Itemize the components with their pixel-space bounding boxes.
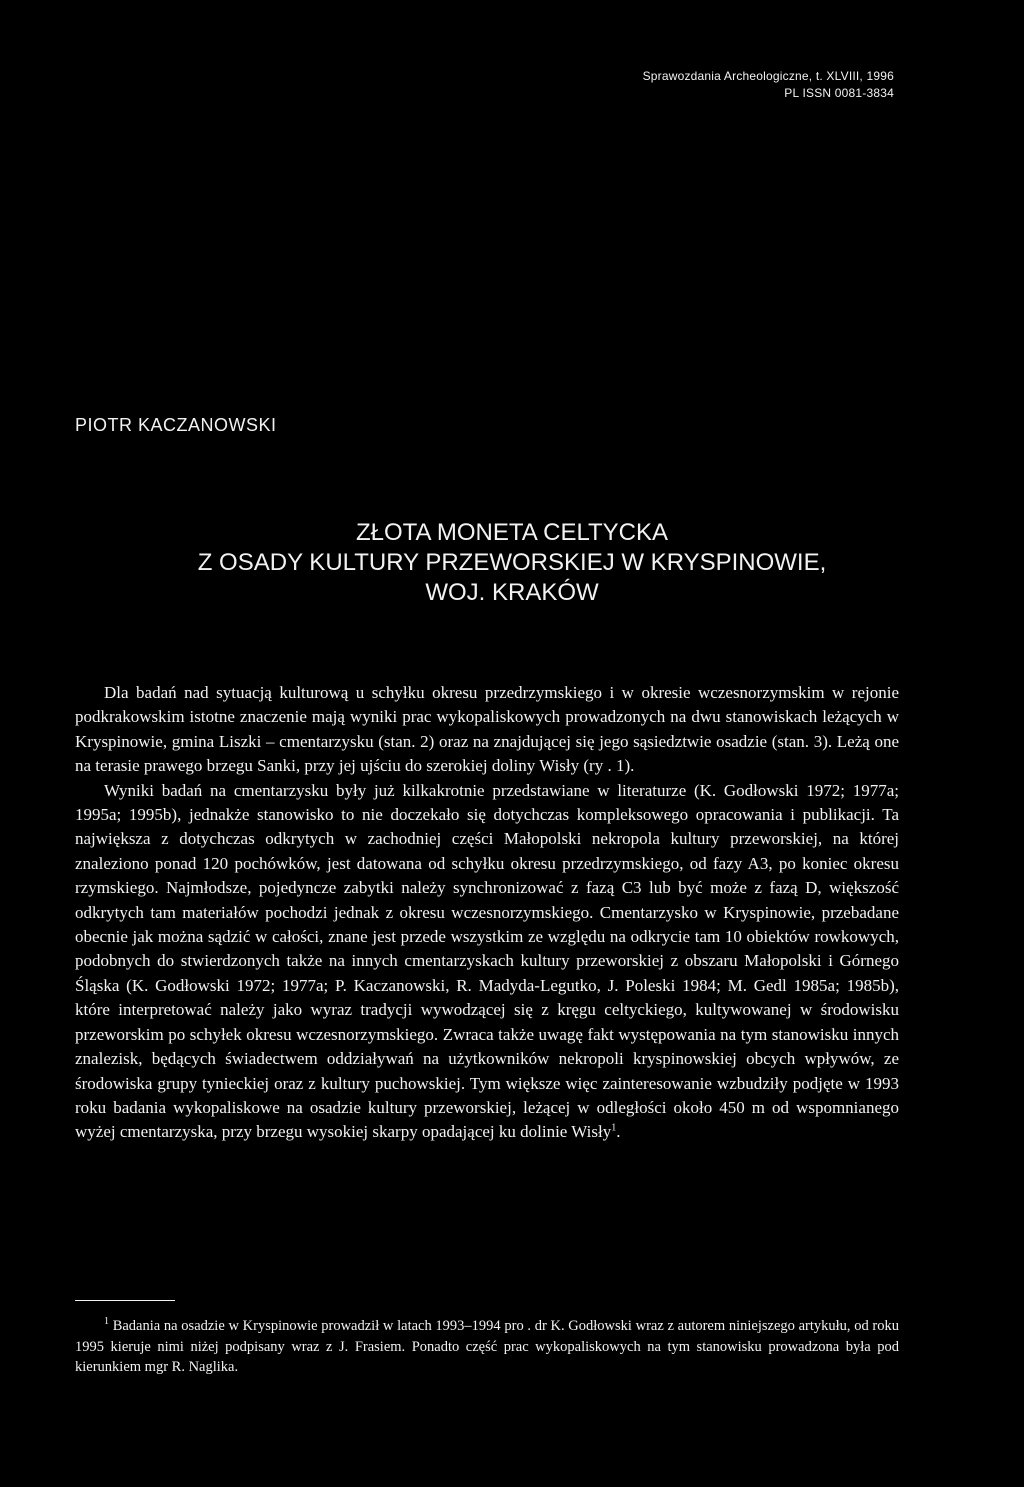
running-header [643,68,894,102]
journal-citation: Sprawozdania Archeologiczne, t. XLVIII, 1996 [642,69,894,83]
title-line-2: Z OSADY KULTURY PRZEWORSKIEJ W KRYSPINOWIE, [197,549,827,576]
footnote [75,1316,899,1378]
footnote-marker: 1 [104,1316,109,1328]
paragraph-2-end: . [616,1122,621,1142]
author-name: PIOTR KACZANOWSKI [75,415,277,435]
paragraph-2-text: Wyniki badań na cmentarzysku były już kilkakrotnie przedstawiane w literaturze (K. Godłowski 1972; 1977a; 1995a; 1995b), jednakże stanowisko to nie doczekało się dotychczas kompleksowego opracowania i publikacji. Ta największa z dotychczas odkrytych w zachodniej części Małopolski nekropola kultury przeworskiej, na której znaleziono ponad 120 pochówków, jest datowana od schyłku okresu przedrzymskiego, od fazy A3, po koniec okresu rzymskiego. Najmłodsze, pojedyncze zabytki należy synchronizować z fazą C3 lub być może z fazą D, większość odkrytych tam materiałów pochodzi jednak z okresu wczesnorzymskiego. Cmentarzysko w Kryspinowie, przebadane obecnie jak można sądzić w całości, znane jest przede wszystkim ze względu na odkrycie tam 10 obiektów rowkowych, podobnych do stwierdzonych także na innych cmentarzyskach kultury przeworskiej z obszaru Małopolski i Górnego Śląska (K. Godłowski 1972; 1977a; P. Kaczanowski, R. Madyda-Legutko, J. Poleski 1984; M. Gedl 1985a; 1985b), które interpretować należy jako wyraz tradycji wywodzącej się z kręgu celtyckiego, kultywowanej w środowisku przeworskim po schyłek okresu wczesnorzymskiego. Zwraca także uwagę fakt występowania na tym stanowisku innych znalezisk, będących świadectwem oddziaływań na użytkowników nekropoli kryspinowskiej obcych wpływów, ze środowiska grupy tynieckiej oraz z kultury puchowskiej. Tym większe więc zainteresowanie wzbudziły podjęte w 1993 roku badania wykopaliskowe na osadzie kultury przeworskiej, leżącej w odległości około 450 m od wspomnianego wyżej cmentarzyska, przy brzegu wysokiej skarpy opadającej ku dolinie Wisły [75,780,899,1142]
article-title [0,518,1024,608]
paragraph-2 [75,779,899,1145]
title-line-1: ZŁOTA MONETA CELTYCKA [355,519,669,546]
footnote-reference: 1 [611,1122,617,1134]
paragraph-1: Dla badań nad sytuacją kulturową u schyłku okresu przedrzymskiego i w okresie wczesnorzymskim w rejonie podkrakowskim istotne znaczenie mają wyniki prac wykopaliskowych prowadzonych na dwu stanowiskach leżących w Kryspinowie, gmina Liszki – cmentarzysku (stan. 2) oraz na znajdującej się jego sąsiedztwie osadzie (stan. 3). Leżą one na terasie prawego brzegu Sanki, przy jej ujściu do szerokiej doliny Wisły (ry . 1). [75,683,899,776]
footnote-divider [75,1300,175,1301]
footnote-text: Badania na osadzie w Kryspinowie prowadził w latach 1993–1994 pro . dr K. Godłowski wraz z autorem niniejszego artykułu, od roku 1995 kieruje nimi niżej podpisany wraz z J. Frasiem. Ponadto część prac wykopaliskowych na tym stanowisku prowadzona była pod kierunkiem mgr R. Naglika. [75,1318,900,1375]
article-body [75,681,899,1145]
issn-line: PL ISSN 0081-3834 [784,86,894,100]
title-line-3: WOJ. KRAKÓW [425,579,599,606]
